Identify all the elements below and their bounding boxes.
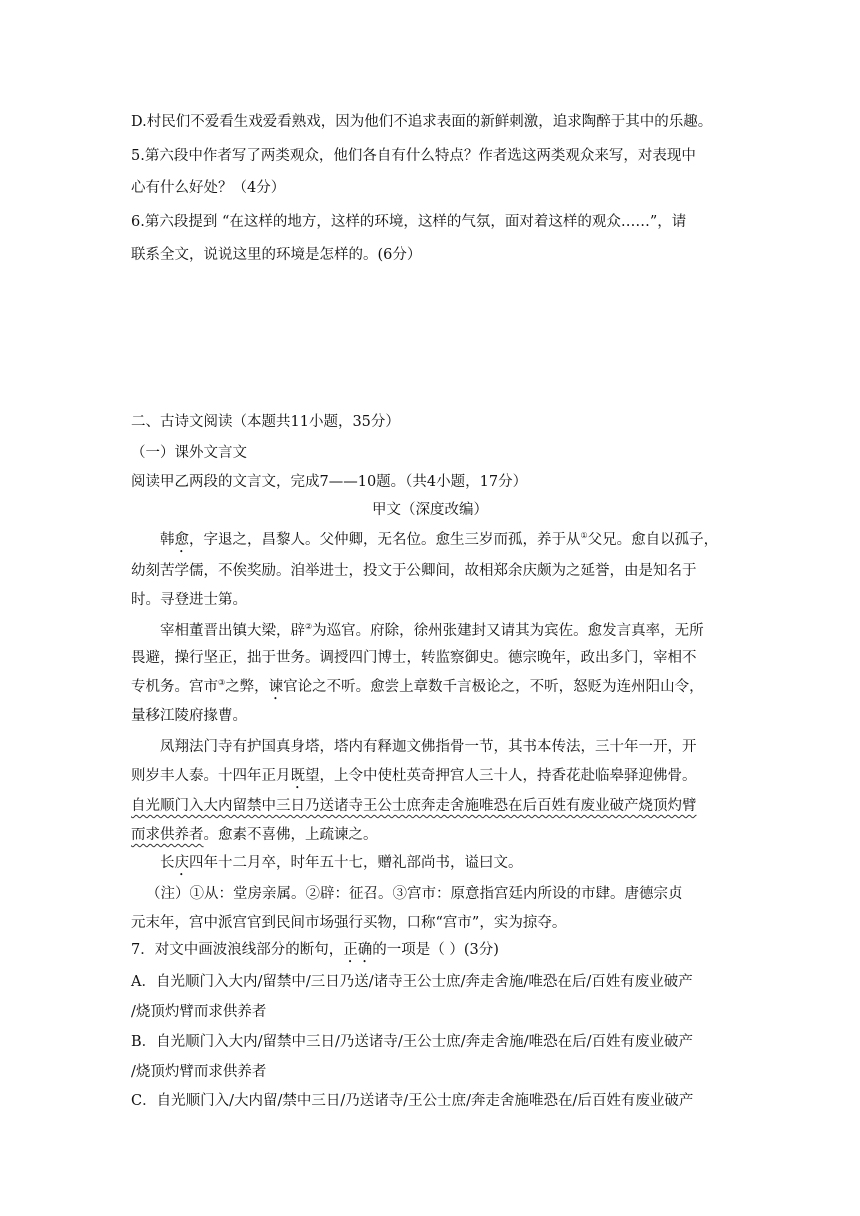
text-run: 官论之不听。愈尝上章数千言极论之，不听，怒贬为连州阳山令，	[283, 679, 704, 695]
passage-p4-line-1	[160, 853, 523, 879]
dotted-text: 正确	[343, 942, 373, 958]
text-run: 之弊，	[225, 679, 269, 695]
dotted-char: 庆	[174, 855, 189, 871]
q7-option-a-line-1: A．自光顺门入大内/留禁中/三日乃送/诸寺王公士庶/奔走舍施/唯恐在后/百姓有废业破产	[131, 974, 693, 990]
q5-line-1: 5.第六段中作者写了两类观众，他们各自有什么特点？作者选这两类观众来写，对表现中	[131, 148, 696, 164]
text-run: 则岁丰人泰。十四年正月	[131, 768, 291, 784]
q7-stem	[131, 940, 499, 966]
reading-instruction: 阅读甲乙两段的文言文，完成7——10题。（共4小题，17分）	[131, 474, 528, 490]
footnote-mark: ②	[305, 622, 313, 631]
passage-p1-line-3: 时。寻登进士第。	[131, 592, 247, 608]
passage-p3-line-4	[131, 825, 378, 845]
passage-p1-line-1	[160, 530, 718, 556]
q6-line-2: 联系全文，说说这里的环境是怎样的。(6分）	[131, 247, 422, 263]
text-run: ，字退之，昌黎人。父仲卿，无名位。愈生三岁而孤，养于从	[189, 532, 581, 548]
q4-option-d: D.村民们不爱看生戏爱看熟戏，因为他们不追求表面的新鲜刺激，追求陶醉于其中的乐趣。	[131, 114, 713, 130]
text-run: 为巡官。府除，徐州张建封又请其为宾佐。愈发言真率，无所	[312, 623, 704, 639]
text-run: 四年十二月卒，时年五十七，赠礼部尚书，谥曰文。	[189, 855, 523, 871]
text-run: 宰相董晋出镇大梁，辟	[160, 623, 305, 639]
text-run: 的一项是（ ）(3分)	[372, 942, 499, 958]
footnote-mark: ③	[218, 678, 226, 687]
dotted-char: 既	[290, 768, 305, 784]
passage-p3-line-2	[131, 766, 697, 792]
passage-p2-line-1	[160, 621, 704, 641]
text-run: 专机务。宫市	[131, 679, 218, 695]
passage-p1-line-2: 幼刻苦学儒，不俟奖励。洎举进士，投文于公卿间，故相郑余庆颇为之延誉，由是知名于	[131, 563, 697, 579]
dotted-char: 愈	[174, 532, 189, 548]
q5-line-2: 心有什么好处？（4分）	[131, 180, 286, 196]
passage-p2-line-3	[131, 677, 704, 703]
footnote-mark: ①	[580, 531, 588, 540]
dotted-char: 谏	[268, 679, 284, 695]
text-run: 望，上令中使杜英奇押宫人三十人，持香花赴临皋驿迎佛骨。	[305, 768, 697, 784]
footnotes-line-2: 元末年，宫中派宫官到民间市场强行买物，口称“宫市”，实为掠夺。	[131, 915, 567, 931]
text-run: 长	[160, 855, 175, 871]
passage-title: 甲文（深度改编）	[372, 502, 488, 518]
text-run: 7．对文中画波浪线部分的断句，	[131, 942, 344, 958]
dotted-char: 韩	[160, 532, 175, 548]
sub-section-title: （一）课外文言文	[131, 445, 247, 461]
section-title: 二、古诗文阅读（本题共11小题，35分）	[131, 414, 400, 430]
text-run: 。愈素不喜佛，上疏谏之。	[203, 827, 378, 843]
q7-option-b-line-1: B．自光顺门入大内/留禁中三日/乃送诸寺/王公士庶/奔走舍施/唯恐在后/百姓有废业破产	[131, 1034, 693, 1050]
footnotes-line-1: （注）①从：堂房亲属。②辟：征召。③宫市：原意指宫廷内所设的市肆。唐德宗贞	[146, 886, 683, 902]
q7-option-b-line-2: /烧顶灼臂而求供养者	[131, 1064, 267, 1080]
text-run: 父兄。愈自以孤子，	[587, 532, 719, 548]
q7-option-a-line-2: /烧顶灼臂而求供养者	[131, 1004, 267, 1020]
wavy-underlined-text: 而求供养者	[131, 827, 204, 843]
wavy-underlined-text: 自光顺门入大内留禁中三日乃送诸寺王公士庶奔走舍施唯恐在后百姓有废业破产烧顶灼臂	[131, 798, 697, 814]
passage-p3-line-3	[131, 796, 697, 816]
passage-p2-line-4: 量移江陵府掾曹。	[131, 708, 247, 724]
passage-p3-line-1: 凤翔法门寺有护国真身塔，塔内有释迦文佛指骨一节，其书本传法，三十年一开，开	[160, 739, 697, 755]
q6-line-1: 6.第六段提到 “在这样的地方，这样的环境，这样的气氛，面对着这样的观众……”，请	[131, 214, 687, 230]
q7-option-c-line-1: C．自光顺门入/大内留/禁中三日/乃送诸寺/王公士庶/奔走舍施唯恐在/后百姓有废业破产	[131, 1093, 694, 1109]
passage-p2-line-2: 畏避，操行坚正，拙于世务。调授四门博士，转监察御史。德宗晚年，政出多门，宰相不	[131, 650, 697, 666]
